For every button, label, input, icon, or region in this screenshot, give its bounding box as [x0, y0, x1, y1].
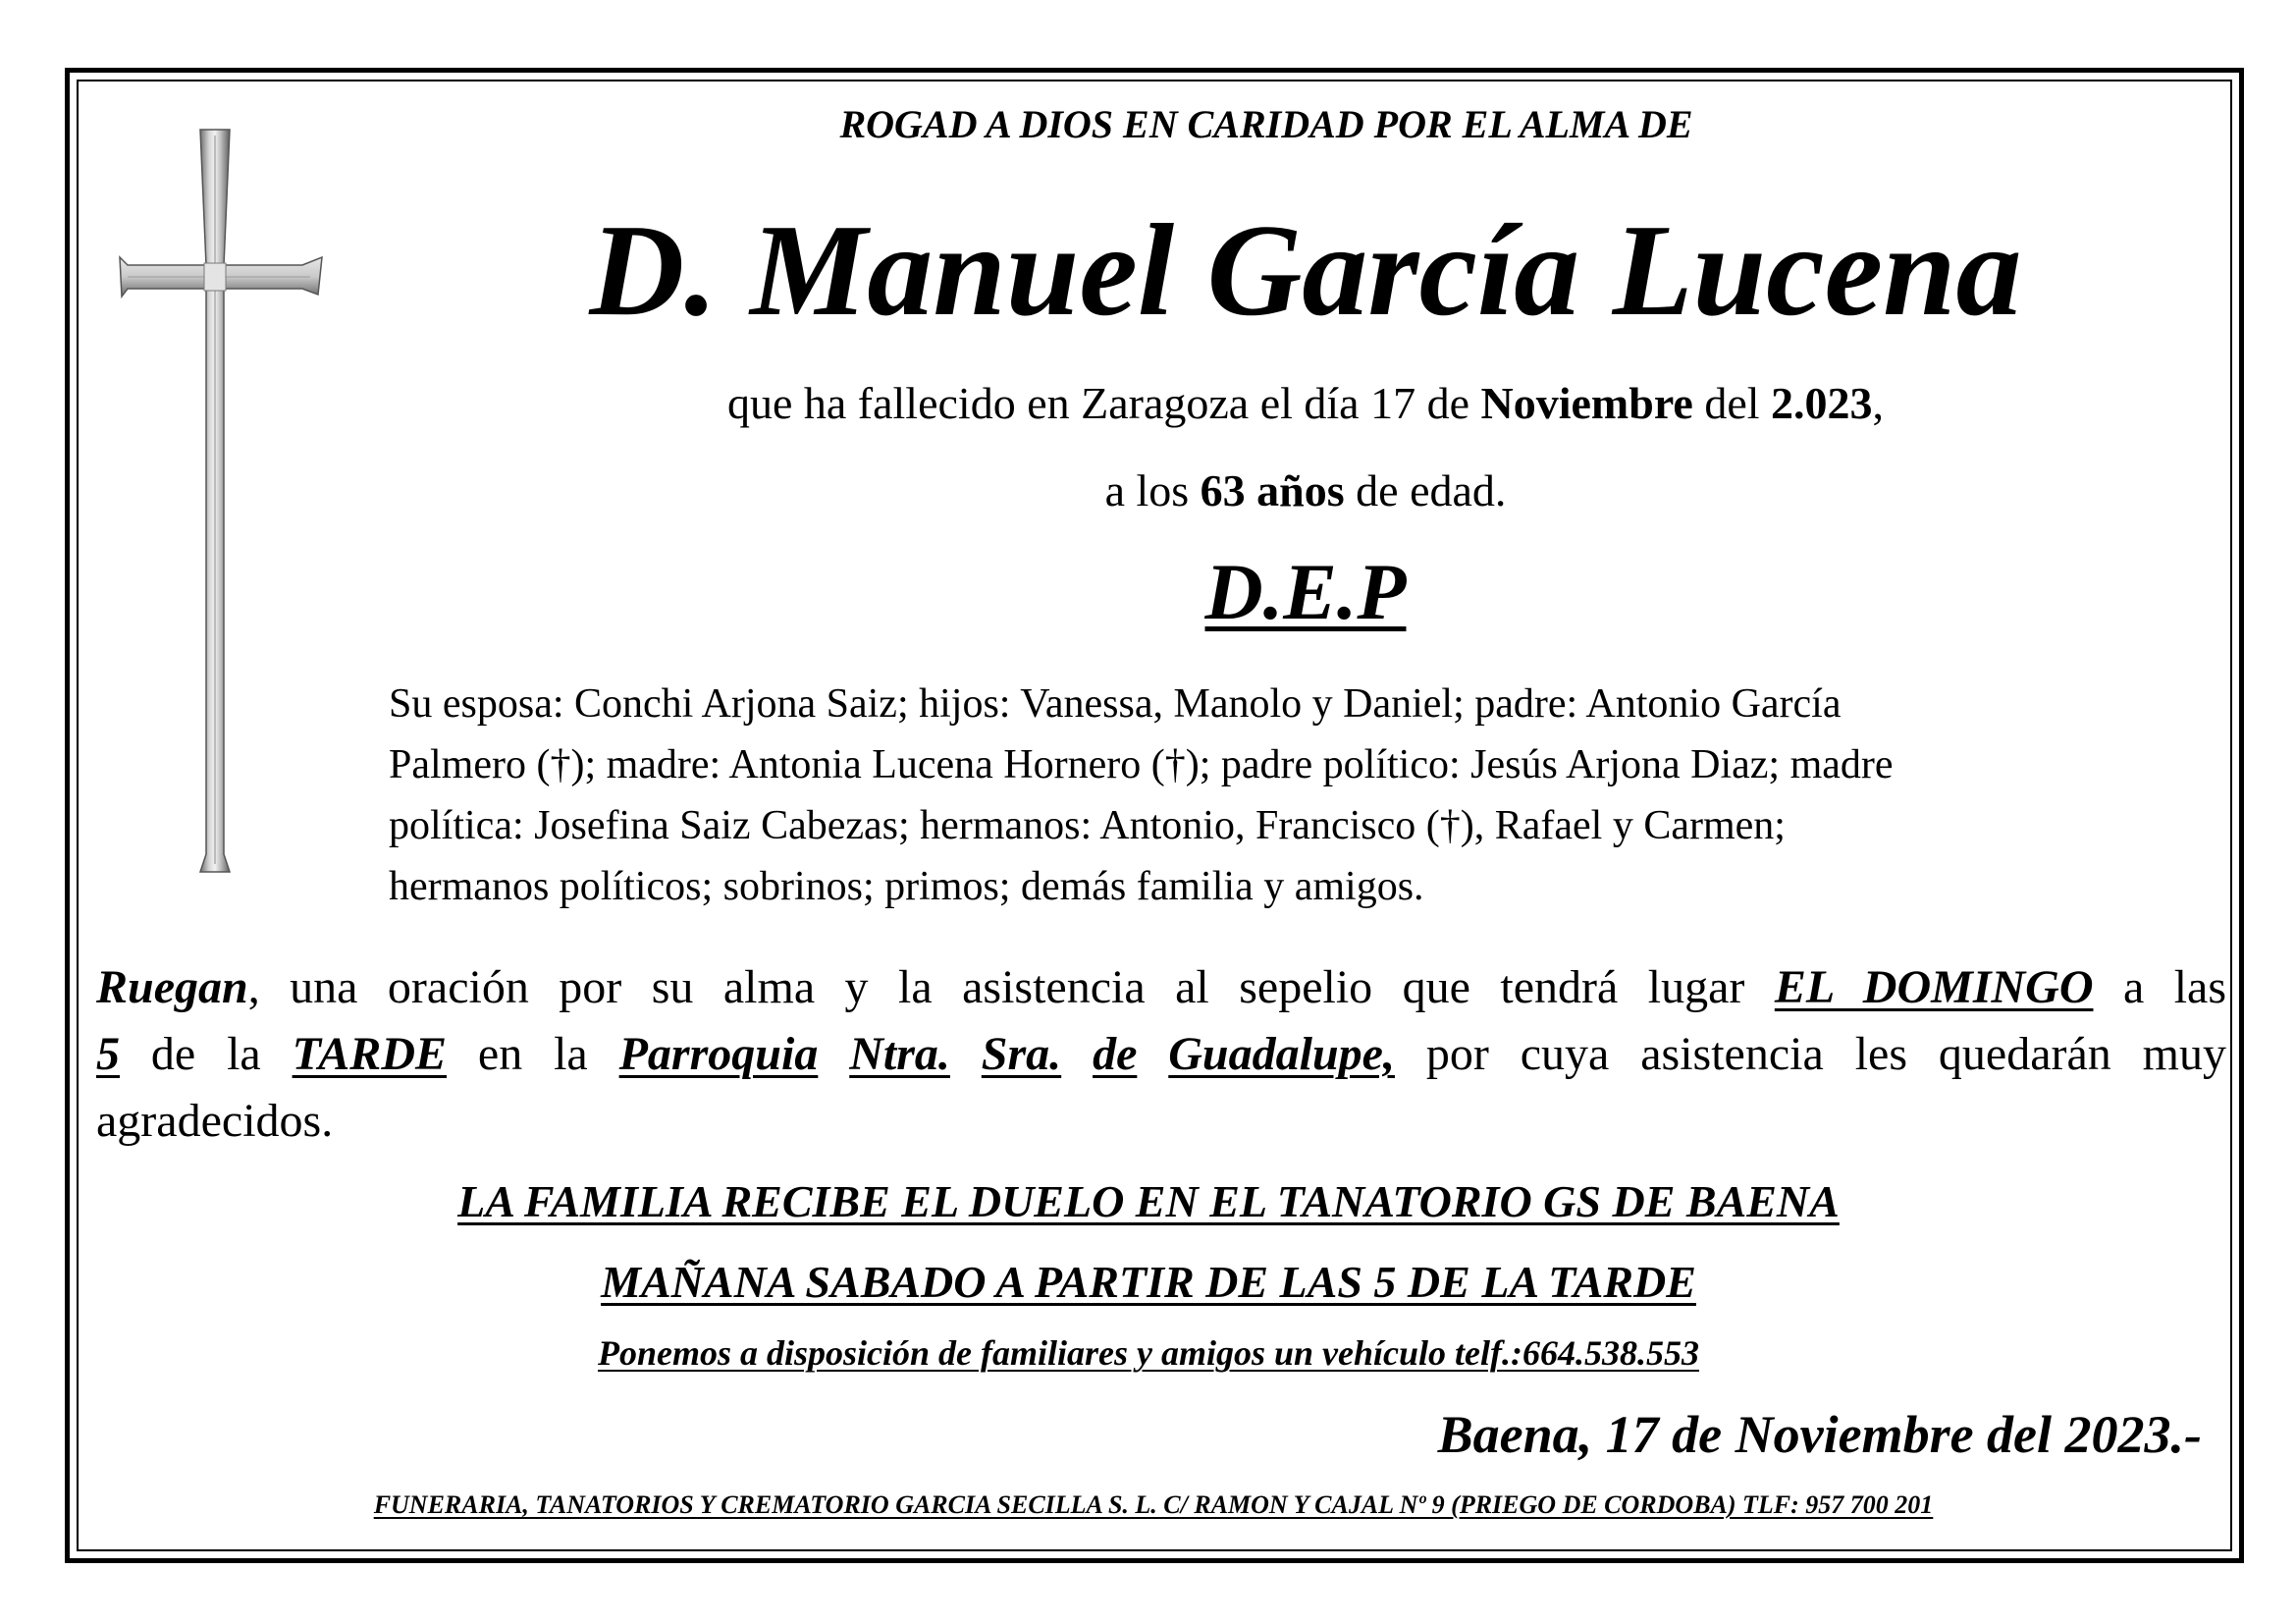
family-list	[389, 674, 2215, 917]
family-line: Palmero (†); madre: Antonia Lucena Hornero (†); padre político: Jesús Arjona Diaz; madre	[389, 742, 1894, 787]
vehicle-notice: Ponemos a disposición de familiares y amigos un vehículo telf.:664.538.553	[598, 1333, 1699, 1373]
funeral-hour: 5	[96, 1028, 120, 1080]
family-line: política: Josefina Saiz Cabezas; hermanos: Antonio, Francisco (†), Rafael y Carmen;	[389, 803, 1786, 848]
church-name-part: de	[1093, 1028, 1138, 1080]
family-line: hermanos políticos; sobrinos; primos; demás familia y amigos.	[389, 864, 1424, 909]
age-prefix: a los	[1104, 465, 1201, 515]
deceased-name: D. Manuel García Lucena	[589, 197, 2022, 343]
request-text-5: por cuya asistencia les quedarán muy	[1394, 1028, 2227, 1080]
request-text-1: , una oración por su alma y la asistencia al sepelio que tendrá lugar	[247, 961, 1775, 1013]
age-statement	[373, 461, 2238, 520]
request-line-1	[96, 954, 2226, 1021]
death-day: 17	[1370, 378, 1416, 428]
funeral-period: TARDE	[292, 1028, 447, 1080]
church-name-part: Sra.	[981, 1028, 1062, 1080]
funeral-home-footer: FUNERARIA, TANATORIOS Y CREMATORIO GARCIA SECILLA S. L. C/ RAMON Y CAJAL Nº 9 (PRIEGO DE CORDOBA) TLF: 957 700 201	[373, 1490, 1934, 1519]
death-prefix: que ha fallecido en Zaragoza el día	[726, 378, 1371, 428]
prayer-header: ROGAD A DIOS EN CARIDAD POR EL ALMA DE	[839, 102, 1693, 146]
church-name-part: Guadalupe,	[1168, 1028, 1395, 1080]
death-de: de	[1415, 378, 1481, 428]
place-date: Baena, 17 de Noviembre del 2023.-	[1437, 1405, 2202, 1464]
funeral-request	[96, 954, 2226, 1155]
request-text-4: en la	[447, 1028, 619, 1080]
death-end: ,	[1872, 378, 1885, 428]
ruegan-word: Ruegan	[96, 961, 248, 1013]
age-suffix: de edad.	[1344, 465, 1507, 515]
funeral-day: EL DOMINGO	[1774, 961, 2094, 1013]
cross-icon	[118, 128, 324, 874]
request-line-3: agradecidos.	[96, 1095, 334, 1147]
dep-text: D.E.P	[1204, 547, 1407, 636]
death-year: 2.023	[1771, 378, 1873, 428]
dep-heading	[373, 543, 2238, 641]
wake-time-notice: MAÑANA SABADO A PARTIR DE LAS 5 DE LA TARDE	[601, 1257, 1696, 1307]
wake-notice: LA FAMILIA RECIBE EL DUELO EN EL TANATORIO GS DE BAENA	[457, 1176, 1840, 1226]
age-value: 63 años	[1200, 465, 1345, 515]
death-month: Noviembre	[1480, 378, 1693, 428]
request-line-2	[96, 1021, 2226, 1088]
request-text-2: a las	[2093, 961, 2227, 1013]
request-text-3: de la	[120, 1028, 293, 1080]
family-line: Su esposa: Conchi Arjona Saiz; hijos: Vanessa, Manolo y Daniel; padre: Antonio García	[389, 681, 1842, 727]
church-name-part: Ntra.	[849, 1028, 950, 1080]
death-del: del	[1692, 378, 1772, 428]
church-name-part: Parroquia	[618, 1028, 819, 1080]
death-statement	[373, 374, 2238, 433]
